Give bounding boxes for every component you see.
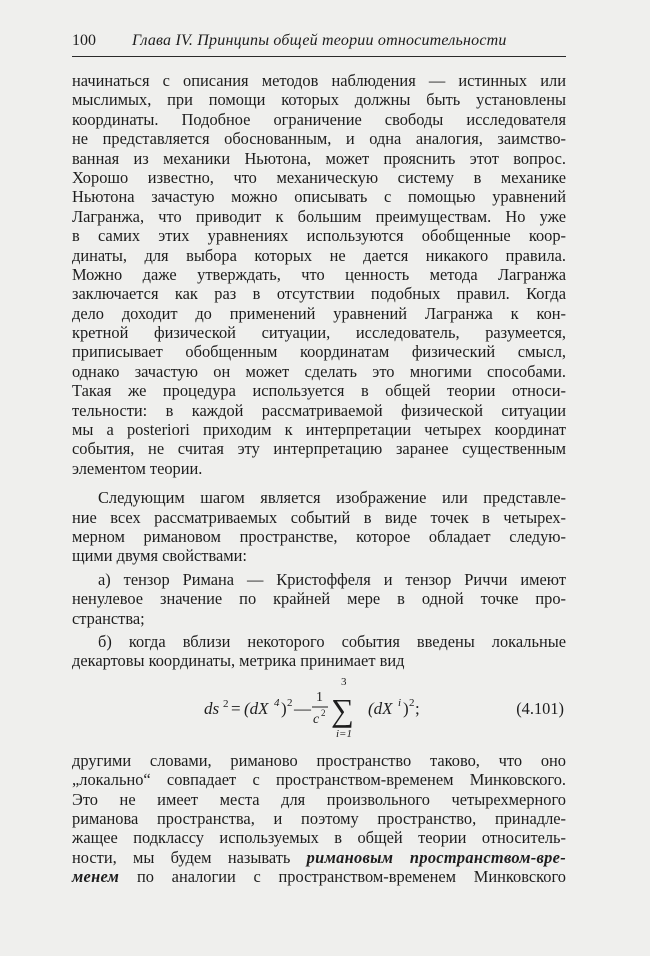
text-line: динаты, для выбора которых не дается никакого правила. — [72, 245, 566, 265]
text-line: события, не считая эту интерпретацию заранее существенным — [72, 439, 566, 459]
eq-sigma: ∑ — [331, 691, 354, 728]
page-number: 100 — [72, 32, 96, 49]
text-line: Лагранжа, что приводит к большим преимуществам. Но уже — [72, 206, 566, 226]
eq-term1-exp: 2 — [287, 696, 293, 709]
list-item-b — [72, 632, 566, 671]
eq-term1: (dX — [244, 698, 269, 718]
body-text — [72, 71, 566, 886]
text-line: жащее подклассу используемых в общей теории относитель- — [72, 828, 566, 848]
text-line: Такая же процедура используется в общей теории относи- — [72, 381, 566, 401]
eq-term2-exp: 2 — [409, 696, 415, 709]
text-line: заключается как раз в отсутствии подобных правил. Когда — [72, 284, 566, 304]
eq-frac-den: c — [313, 711, 320, 727]
text-line: мыслимых, при помощи которых должны быть установлены — [72, 90, 566, 110]
text-line: „локально“ совпадает с пространством-временем Минковского. — [72, 770, 566, 790]
text-line: координаты. Подобное ограничение свободы исследователя — [72, 109, 566, 129]
equation-4-101 — [72, 671, 566, 751]
eq-lhs: ds — [204, 698, 220, 718]
text-line: щими двумя свойствами: — [72, 546, 247, 566]
paragraph-3 — [72, 751, 566, 887]
text-line: риманова пространства, и поэтому пространство, принадле- — [72, 808, 566, 828]
equation-graphic — [72, 671, 566, 751]
list-item-a — [72, 570, 566, 628]
eq-frac-den-exp: 2 — [321, 707, 326, 718]
paragraph-1 — [72, 71, 566, 478]
header-rule — [72, 56, 566, 57]
text-line: Можно даже утверждать, что ценность метода Лагранжа — [72, 264, 566, 284]
text-line: странства; — [72, 608, 145, 628]
text-line: декартовы координаты, метрика принимает вид — [72, 651, 405, 671]
text-line: а) тензор Римана — Кристоффеля и тензор Риччи имеют — [98, 569, 566, 589]
eq-minus: — — [294, 698, 311, 718]
text-line: тельности: в каждой рассматриваемой физической ситуации — [72, 400, 566, 420]
text-line: дело доходит до применений уравнений Лагранжа к кон- — [72, 303, 566, 323]
text-line — [72, 867, 566, 886]
text-line: Хорошо известно, что механическую систему в механике — [72, 167, 566, 187]
text-line: Следующим шагом является изображение или представле- — [98, 488, 566, 508]
eq-sum-upper: 3 — [341, 675, 347, 688]
running-title: Глава IV. Принципы общей теории относительности — [132, 32, 507, 49]
text-line: ванная из механики Ньютона, может прояснить этот вопрос. — [72, 148, 566, 168]
eq-end: ; — [415, 698, 420, 718]
text-run: ности, мы будем называть — [72, 847, 291, 867]
equation-number: (4.101) — [516, 698, 564, 718]
text-line: элементом теории. — [72, 458, 203, 478]
text-line: кретной физической ситуации, исследователь, разумеется, — [72, 323, 566, 343]
text-line: однако зачастую он может сделать это многими способами. — [72, 361, 566, 381]
eq-term1-close: ) — [281, 698, 287, 718]
text-line: Это не имеет места для произвольного четырехмерного — [72, 789, 566, 809]
text-line: мерном римановом пространстве, которое обладает следую- — [72, 526, 566, 546]
emphasized-term: менем — [72, 867, 120, 887]
text-line: ненулевое значение по крайней мере в одной точке про- — [72, 589, 566, 609]
emphasized-term: римановым пространством-вре- — [306, 847, 566, 867]
paragraph-2 — [72, 488, 566, 566]
eq-term2-close: ) — [403, 698, 409, 718]
eq-equals: = — [231, 698, 241, 718]
text-line: начинаться с описания методов наблюдения — истинных или — [72, 71, 566, 90]
eq-sum-lower: i=1 — [336, 727, 352, 740]
text-run: по аналогии с пространством-временем Минковского — [136, 867, 566, 887]
text-line: б) когда вблизи некоторого события введены локальные — [98, 631, 566, 651]
text-line: другими словами, риманово пространство таково, что оно — [72, 750, 566, 770]
eq-frac-num: 1 — [316, 689, 323, 705]
text-line: в самих этих уравнениях используются обобщенные коор- — [72, 226, 566, 246]
text-line — [72, 848, 566, 867]
eq-term2: (dX — [368, 698, 393, 718]
text-line: ние всех рассматриваемых событий в виде точек в четырех- — [72, 507, 566, 527]
text-line: приписывает обобщенным координатам физический смысл, — [72, 342, 566, 362]
eq-term1-sup: 4 — [274, 696, 280, 709]
text-line: не представляется обоснованным, и одна аналогия, заимство- — [72, 129, 566, 149]
text-line: Ньютона зачастую можно описывать с помощью уравнений — [72, 187, 566, 207]
eq-lhs-exp: 2 — [223, 697, 229, 710]
eq-term2-sup: i — [398, 696, 402, 709]
text-line: мы a posteriori приходим к интерпретации четырех координат — [72, 420, 566, 440]
